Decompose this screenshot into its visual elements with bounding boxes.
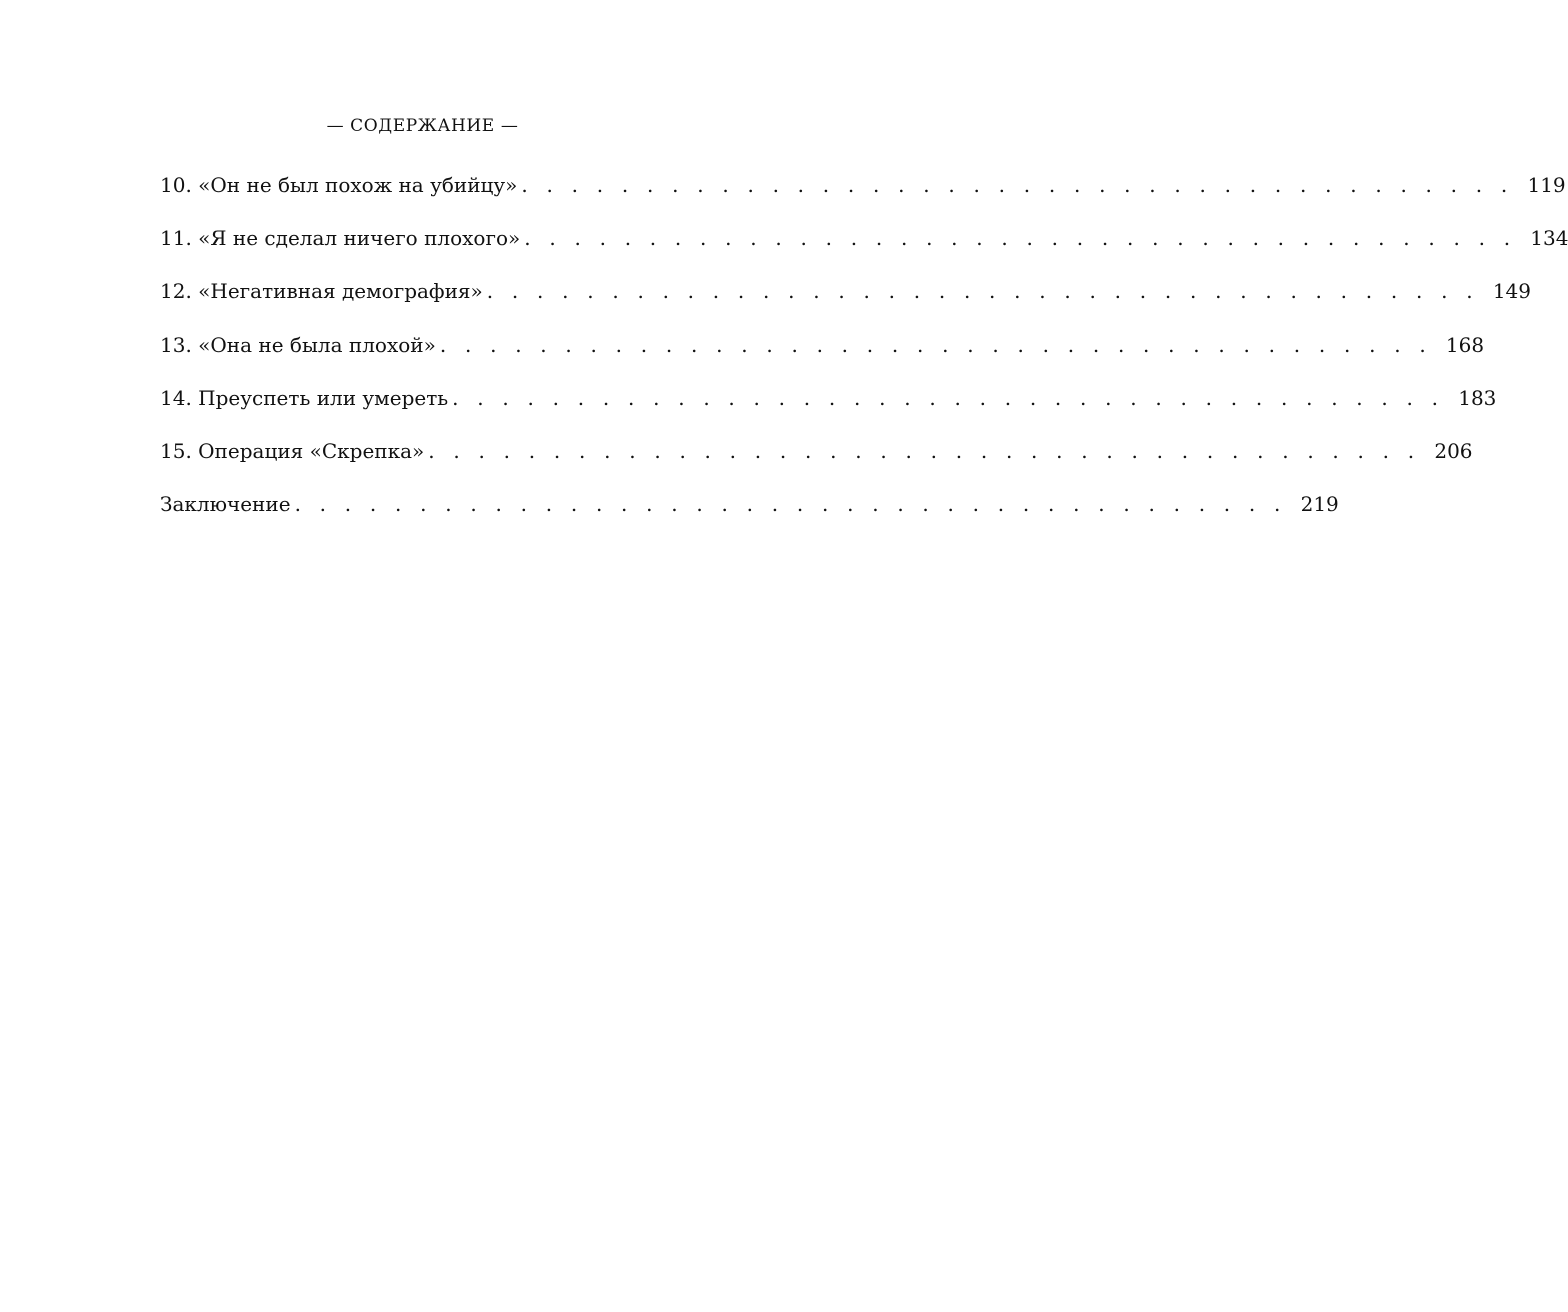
- toc-entry[interactable]: [160, 383, 1497, 436]
- toc-leader-dots: . . . . . . . . . . . . . . . . . . . . . . . . . . . . . . . . . . . . . . . .: [486, 279, 1479, 304]
- toc-leader-dots: . . . . . . . . . . . . . . . . . . . . . . . . . . . . . . . . . . . . . . . .: [294, 492, 1287, 517]
- toc-leader-dots: . . . . . . . . . . . . . . . . . . . . . . . . . . . . . . . . . . . . . . . .: [452, 385, 1445, 410]
- toc-entry[interactable]: [160, 276, 1531, 329]
- toc-entry-page: 119: [1527, 173, 1566, 197]
- toc-entry-page: 183: [1458, 385, 1497, 410]
- toc-entry-page: 206: [1434, 438, 1473, 463]
- table-of-contents: [160, 170, 1568, 542]
- toc-entry-page: 168: [1445, 332, 1485, 357]
- toc-leader-dots: . . . . . . . . . . . . . . . . . . . . . . . . . . . . . . . . . . . . . . . .: [521, 173, 1514, 197]
- running-header: — СОДЕРЖАНИЕ —: [326, 116, 519, 136]
- toc-entry[interactable]: [160, 489, 1339, 542]
- toc-leader-dots: . . . . . . . . . . . . . . . . . . . . . . . . . . . . . . . . . . . . . . . .: [428, 438, 1421, 463]
- toc-entry-title: 14. Преуспеть или умереть: [160, 385, 449, 410]
- toc-leader-dots: . . . . . . . . . . . . . . . . . . . . . . . . . . . . . . . . . . . . . . . .: [524, 226, 1517, 251]
- toc-leader-dots: . . . . . . . . . . . . . . . . . . . . . . . . . . . . . . . . . . . . . . . .: [439, 332, 1432, 357]
- toc-entry-page: 219: [1300, 492, 1339, 517]
- toc-entry[interactable]: [160, 170, 1566, 223]
- toc-entry-title: 11. «Я не сделал ничего плохого»: [160, 226, 521, 251]
- toc-entry-page: 149: [1492, 279, 1531, 304]
- toc-entry-title: Заключение: [160, 492, 291, 517]
- toc-entry[interactable]: [160, 330, 1485, 383]
- toc-entry-title: 13. «Она не была плохой»: [160, 332, 436, 357]
- toc-entry[interactable]: [160, 223, 1568, 276]
- toc-entry-title: 12. «Негативная демография»: [160, 279, 483, 304]
- toc-entry[interactable]: [160, 436, 1473, 489]
- toc-entry-title: 15. Операция «Скрепка»: [160, 438, 425, 463]
- toc-entry-title: 10. «Он не был похож на убийцу»: [160, 173, 518, 197]
- toc-entry-page: 134: [1530, 226, 1568, 251]
